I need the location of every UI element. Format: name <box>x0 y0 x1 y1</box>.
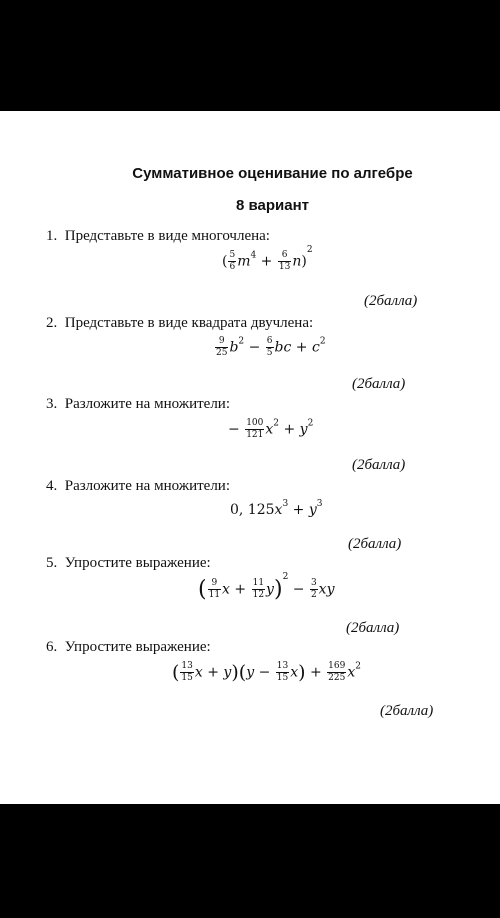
task-number: 6. <box>46 639 58 655</box>
task-number: 3. <box>46 396 58 412</box>
task-6-points: (2балла) <box>380 703 434 719</box>
task-text: Представьте в виде многочлена: <box>64 228 270 244</box>
task-2-prompt <box>46 315 313 332</box>
fraction: $\frac{169}{225}$ <box>328 661 346 683</box>
fraction: $\frac{100}{121}$ <box>246 418 264 440</box>
task-text: Упростите выражение: <box>64 639 211 655</box>
task-5-prompt <box>46 555 211 572</box>
fraction: $\frac{3}{2}$ <box>310 578 317 600</box>
fraction: $\frac{13}{15}$ <box>276 661 289 683</box>
task-5-points: (2балла) <box>346 620 400 636</box>
formula-1: ( $\frac{5}{6}$ $m^4$ + $\frac{6}{13}$ n)$^2$ <box>222 245 313 272</box>
fraction: $\frac{6}{13}$ <box>278 250 291 272</box>
document-title: Суммативное оценивание по алгебре <box>132 165 413 182</box>
fraction: $\frac{5}{6}$ <box>229 250 236 272</box>
task-number: 5. <box>46 555 58 571</box>
task-3-prompt <box>46 396 230 413</box>
formula-4: 0, $125x^3 + y^3$ <box>230 498 323 518</box>
task-number: 2. <box>46 315 58 331</box>
task-text: Упростите выражение: <box>64 555 211 571</box>
formula-6: ( $\frac{13}{15}$ x + y)(y − $\frac{13}{15}$ x) + $\frac{169}{225}$ $x^2$ <box>172 661 361 684</box>
task-number: 1. <box>46 228 58 244</box>
variant-label: 8 вариант <box>235 197 309 214</box>
fraction: $\frac{13}{15}$ <box>181 661 193 683</box>
task-4-prompt <box>46 478 230 495</box>
task-4-points: (2балла) <box>348 536 402 552</box>
document-page <box>0 111 500 804</box>
task-2-points: (2балла) <box>352 376 406 392</box>
task-number: 4. <box>46 478 58 494</box>
formula-3: − $\frac{100}{121}$ $x^2 + y^2$ <box>228 418 314 440</box>
task-6-prompt <box>46 639 211 656</box>
fraction: $\frac{6}{5}$ <box>266 336 273 358</box>
task-3-points: (2балла) <box>352 457 406 473</box>
fraction: $\frac{9}{11}$ <box>208 578 221 600</box>
formula-2: $\frac{9}{25}$ $b^2$ − $\frac{6}{5}$ bc + $c^2$ <box>216 336 326 358</box>
formula-5: ( $\frac{9}{11}$ x + $\frac{11}{12}$ y)$^2$ − $\frac{3}{2}$ xy <box>198 572 335 602</box>
task-1-prompt <box>46 228 270 245</box>
fraction: $\frac{9}{25}$ <box>216 336 228 358</box>
task-1-points: (2балла) <box>364 293 418 309</box>
task-text: Представьте в виде квадрата двучлена: <box>64 315 314 331</box>
fraction: $\frac{11}{12}$ <box>252 578 265 600</box>
task-text: Разложите на множители: <box>64 396 231 412</box>
task-text: Разложите на множители: <box>64 478 231 494</box>
